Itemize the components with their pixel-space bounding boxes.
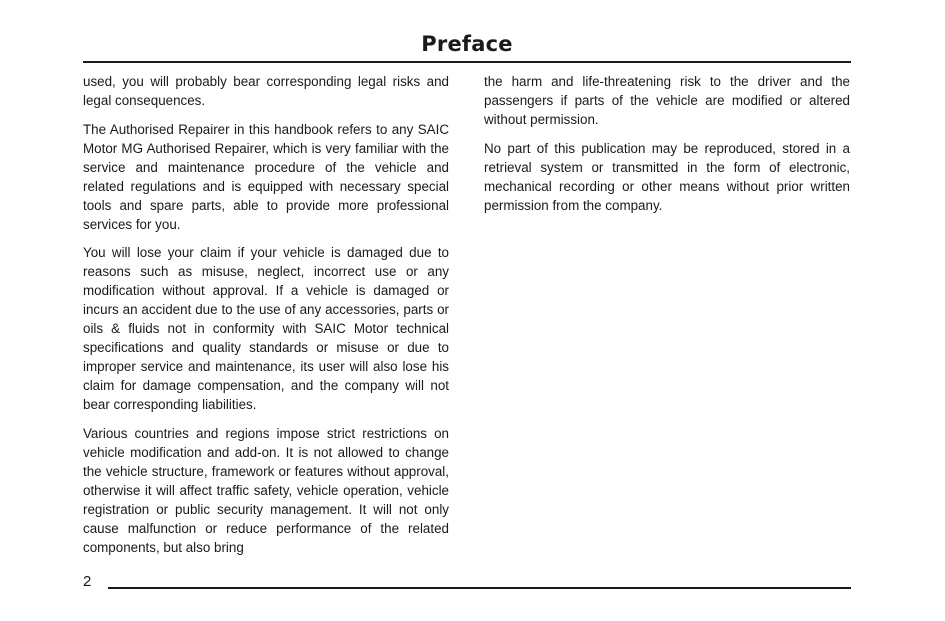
footer-divider <box>108 587 851 589</box>
left-column <box>83 72 449 566</box>
paragraph-legal-risks: used, you will probably bear corresponding legal risks and legal consequences. <box>83 74 449 108</box>
paragraph-copyright: No part of this publication may be reproduced, stored in a retrieval system or transmitted in the form of electronic, mechanical recording or other means without prior written permission from the company. <box>484 140 850 213</box>
paragraph-modification-restrictions: Various countries and regions impose strict restrictions on vehicle modification and add-on. It is not allowed to change the vehicle structure, framework or features without approval, otherwise it will affect traffic safety, vehicle operation, vehicle registration or public security management. It will not only cause malfunction or reduce performance of the related components, but also bring <box>83 425 449 555</box>
page-number: 2 <box>83 573 92 590</box>
paragraph-lose-claim: You will lose your claim if your vehicle is damaged due to reasons such as misuse, neglect, incorrect use or any modification without approval. If a vehicle is damaged or incurs an accident due to the use of any accessories, parts or oils & fluids not in conformity with SAIC Motor technical specifications and quality standards or misuse or due to improper service and maintenance, its user will also lose his claim for damage compensation, and the company will not bear corresponding liabilities. <box>83 245 449 412</box>
header-divider <box>83 61 851 63</box>
paragraph-harm-risk: the harm and life-threatening risk to the driver and the passengers if parts of the vehicle are modified or altered without permission. <box>484 74 850 127</box>
paragraph-authorised-repairer: The Authorised Repairer in this handbook refers to any SAIC Motor MG Authorised Repairer, which is very familiar with the service and maintenance procedure of the vehicle and related regulations and is equipped with necessary special tools and spare parts, able to provide more professional services for you. <box>83 121 449 232</box>
right-column <box>484 72 850 224</box>
page-title: Preface <box>421 32 513 56</box>
